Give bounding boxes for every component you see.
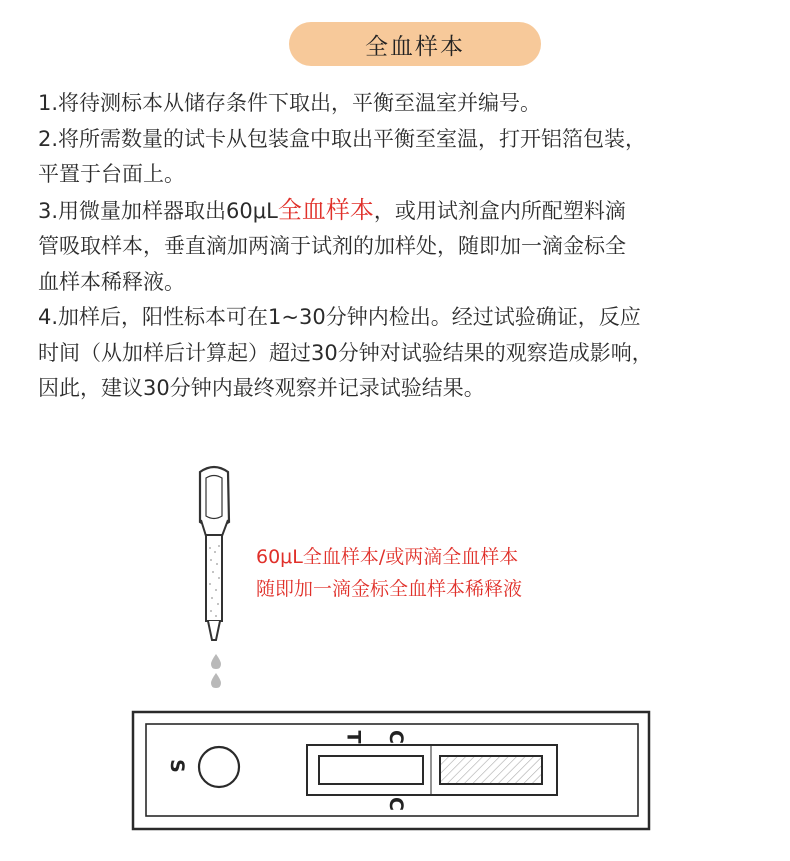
annotation-line-2: 随即加一滴金标全血样本稀释液 <box>256 578 523 600</box>
sample-label: S <box>165 759 188 773</box>
c-label-bottom: C <box>384 797 407 811</box>
annotation-line-1: 60μL全血样本/或两滴全血样本 <box>256 546 519 568</box>
t-label: T <box>342 730 365 744</box>
step-1: 1.将待测标本从储存条件下取出，平衡至温室并编号。 <box>38 91 542 115</box>
step-2-line-2: 平置于台面上。 <box>38 162 185 186</box>
step-4-line-2: 时间（从加样后计算起）超过30分钟对试验结果的观察造成影响， <box>38 340 653 365</box>
step-3-pre: 3.用微量加样器取出60μL <box>38 198 278 223</box>
step-3-post: ，或用试剂盒内所配塑料滴 <box>373 198 626 223</box>
sample-well-icon <box>199 747 239 787</box>
droplet-icon <box>211 654 221 688</box>
dropper-icon <box>200 467 229 640</box>
step-3-line-3: 血样本稀释液。 <box>38 269 185 294</box>
step-4-line-3: 因此，建议30分钟内最终观察并记录试验结果。 <box>38 376 485 400</box>
step-3-line-2: 管吸取样本，垂直滴加两滴于试剂的加样处，随即加一滴金标全 <box>38 234 626 258</box>
step-4-line-1: 4.加样后，阳性标本可在1~30分钟内检出。经过试验确证，反应 <box>38 305 641 329</box>
dropper-annotation <box>256 541 522 605</box>
section-title-text: 全血样本 <box>365 33 465 60</box>
step-2-line-1: 2.将所需数量的试卡从包装盒中取出平衡至室温，打开铝箔包装， <box>38 126 647 151</box>
c-label-top: C <box>384 730 407 744</box>
step-3-highlight: 全血样本 <box>277 195 374 224</box>
